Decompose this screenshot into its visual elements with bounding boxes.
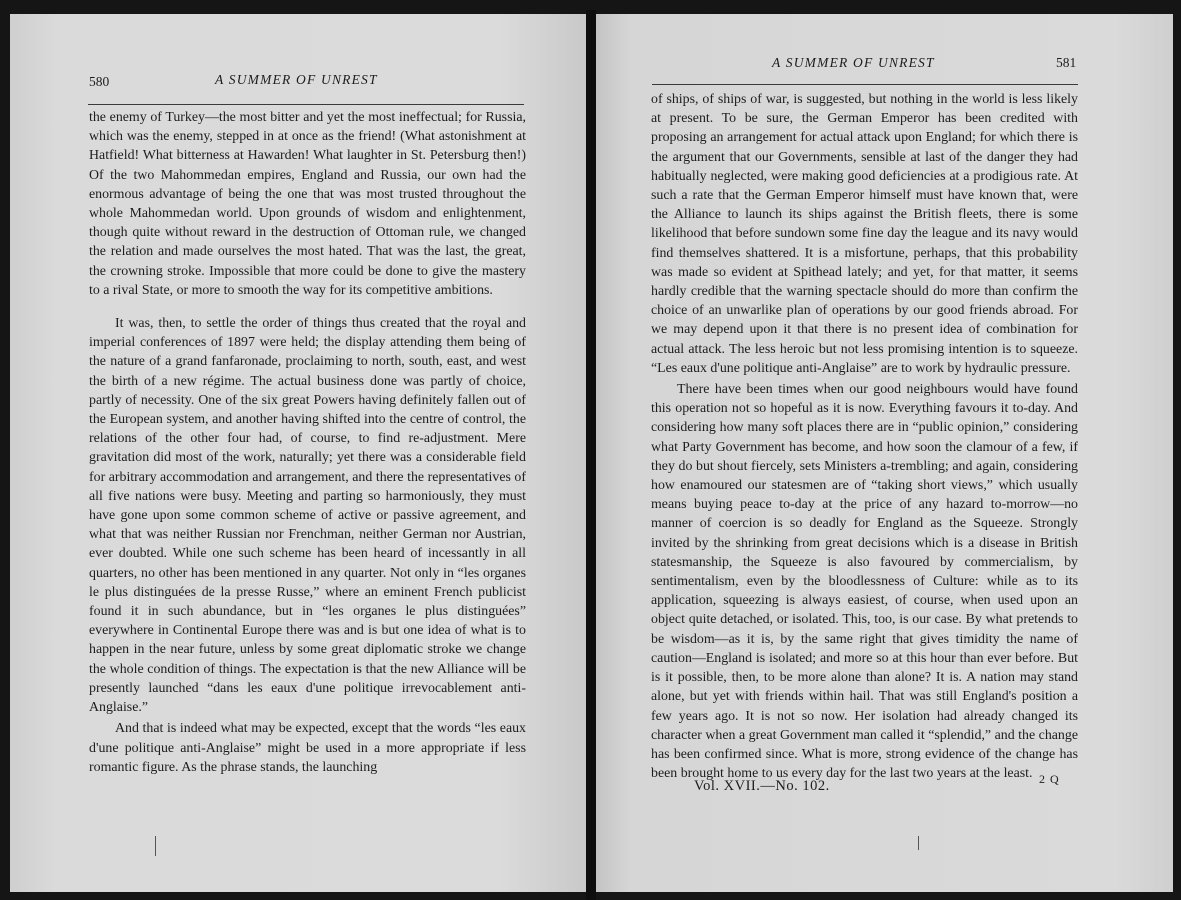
left-running-title: A SUMMER OF UNREST — [215, 72, 378, 87]
left-page-number: 580 — [89, 74, 110, 89]
left-head-rule — [88, 104, 524, 105]
right-head-rule — [652, 84, 1078, 85]
left-page — [10, 14, 586, 892]
right-body-text — [651, 90, 1078, 783]
left-paragraph-2: It was, then, to settle the order of things thus created that the royal and imperial conferences of 1897 were held; the display attending them being of the nature of a grand fanfaronade, proclaiming to north, south, east, and west the birth of a new régime. The actual business done was partly of choice, partly of necessity. One of the six great Powers having definitely fallen out of the European system, and another having shifted into the centre of control, the relations of the other four had, of course, to find re-adjustment. Mere gravitation did most of the work, naturally; yet there was a considerable field for arbitrary accommodation and arrangement, and there the representatives of all five nations were busy. Meeting and parting so harmoniously, they must have gone upon some common scheme of active or passive agreement, and what that was neither Russian nor Frenchman, neither German nor Austrian, ever doubted. While one such scheme has been heard of incessantly in all quarters, no other has been mentioned in any quarter. Not only in “les organes le plus distinguées de la presse Russe,” where an eminent French publicist found it in such abundance, but in “les organes le plus distinguées” everywhere in Continental Europe there was and is but one idea of what is to happen in the near future, unless by some great diplomatic stroke we change the whole condition of things. The expectation is that the new Alliance will be presently launched “dans les eaux d'une politique irrevocablement anti-Anglaise.” — [89, 316, 526, 716]
right-running-title: A SUMMER OF UNREST — [772, 55, 935, 70]
right-page — [596, 14, 1173, 892]
signature-mark: 2 Q — [1039, 772, 1060, 786]
right-page-number: 581 — [1056, 55, 1077, 70]
book-gutter — [586, 10, 596, 900]
right-paragraph-2: There have been times when our good neighbours would have found this operation not so hopeful as it is now. Everything favours it to-day. And considering how many soft places there are in “public opinion,” considering what Party Government has become, and how soon the clamour of a few, if they do but shout fiercely, sets Ministers a-trembling; and again, considering how enamoured our statesmen are of “taking short views,” which usually means buying peace to-day at the price of any hazard to-morrow—no manner of coercion is so deadly for England as the Squeeze. Strongly invited by the shrinking from great decisions which is a disease in British statesmanship, the Squeeze is also favoured by commercialism, by sentimentalism, even by the bloodlessness of Culture: while as to its application, squeezing is always easiest, of course, when used upon an object quite detached, or isolated. This, too, is our case. By what pretends to be wisdom—as it is, by the same right that gives timidity the name of caution—England is isolated; and more so at this hour than ever before. But is it possible, then, to be more alone than alone? It is. A nation may stand alone, but yet with friends within hail. That was still England's position a few years ago. It is not so now. Her isolation had already changed its character when a great Government man called it “splendid,” and the change has been confirmed since. What is more, strong evidence of the change has been brought home to us every day for the last two years at the least. — [651, 382, 1078, 782]
volume-footer: Vol. XVII.—No. 102. — [694, 778, 830, 794]
page-blemish — [918, 836, 919, 850]
page-blemish — [155, 836, 156, 856]
left-body-text — [89, 108, 526, 777]
left-paragraph-3: And that is indeed what may be expected, except that the words “les eaux d'une politique anti-Anglaise” might be used in a more appropriate if less romantic figure. As the phrase stands, the launching — [89, 721, 526, 775]
left-paragraph-1: the enemy of Turkey—the most bitter and yet the most ineffectual; for Russia, which was the enemy, stepped in at once as the friend! (What astonishment at Hatfield! What bitterness at Hawarden! What laughter in St. Petersburg then!) Of the two Mahommedan empires, England and Russia, our own had the enormous advantage of being the one that was most trusted throughout the whole Mahommedan world. Upon grounds of wisdom and enlightenment, though quite without reward in the destruction of Ottoman rule, we changed the relation and made ourselves the most hated. That was the last, the great, the crowning stroke. Impossible that more could be done to give the mastery to a rival State, or more to smooth the way for its competitive ambitions. — [89, 110, 526, 298]
right-paragraph-1: of ships, of ships of war, is suggested, but nothing in the world is less likely at present. To be sure, the German Emperor has been credited with proposing an arrangement for actual attack upon England; for which there is the argument that our Governments, sensible at last of the danger they had habitually neglected, were making good deficiencies at a prodigious rate. At such a rate that the German Emperor himself must have known that, were the Alliance to launch its ships against the British fleets, there is some likelihood that before sundown some fine day the league and its navy would find themselves shattered. It is a misfortune, perhaps, that this probability was made so evident at Spithead lately; and yet, for that matter, it seems hardly credible that the warning spectacle should do more than confirm the choice of an unwarlike plan of operations by our good friends abroad. For we may depend upon it that there is no present idea of combination for actual attack. The less heroic but not less promising intention is to squeeze. “Les eaux d'une politique anti-Anglaise” are to work by hydraulic pressure. — [651, 92, 1078, 376]
